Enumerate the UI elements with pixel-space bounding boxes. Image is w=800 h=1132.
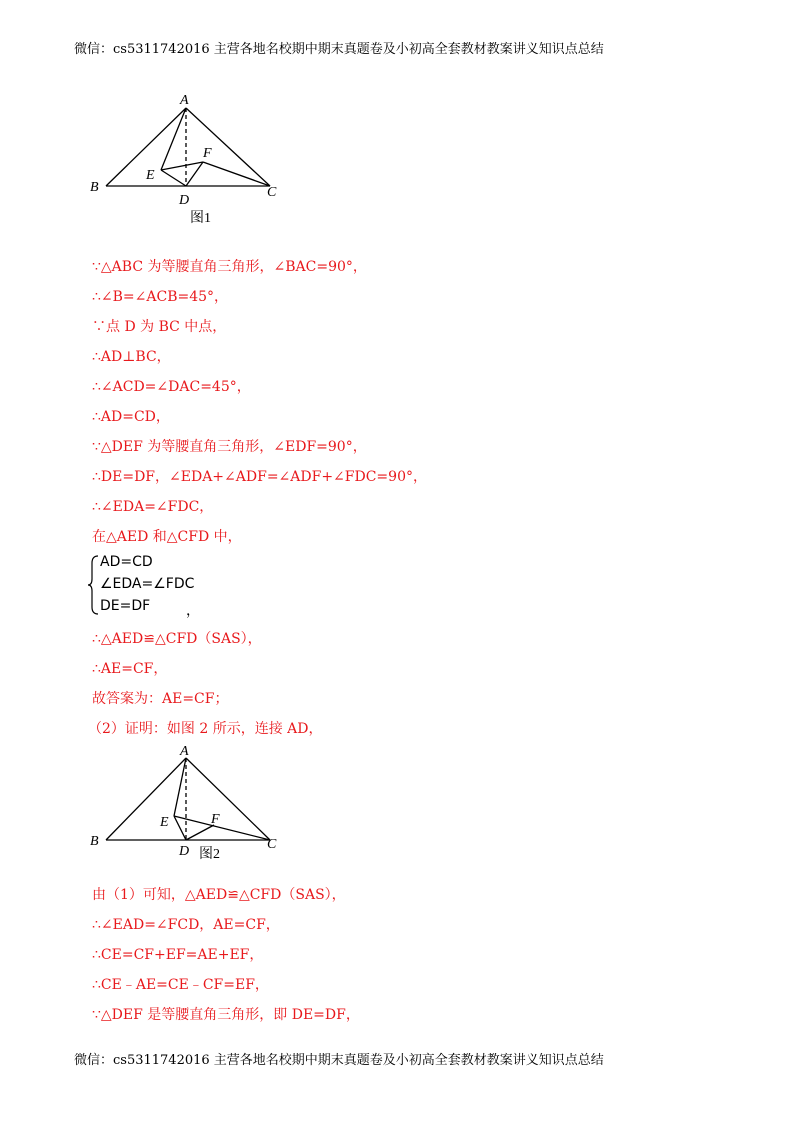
- fig1-label-b: B: [90, 180, 99, 195]
- fig2-label-c: C: [267, 837, 277, 852]
- page-header: 微信：cs5311742016 主营各地名校期中期末真题卷及小初高全套教材教案讲义知识点总结: [74, 42, 604, 57]
- fig2-label-f: F: [211, 812, 220, 827]
- page-footer: 微信：cs5311742016 主营各地名校期中期末真题卷及小初高全套教材教案讲义知识点总结: [74, 1053, 604, 1068]
- fig1-caption: 图1: [190, 211, 211, 226]
- proof-line-2: ∴∠B=∠ACB=45°，: [92, 289, 229, 305]
- proof-line-1: ∵△ABC 为等腰直角三角形，∠BAC=90°，: [92, 259, 367, 275]
- system-eq-3: DE=DF: [100, 598, 151, 614]
- proof-line-15: ∴CE=CF+EF=AE+EF，: [92, 947, 264, 963]
- fig2-label-d: D: [179, 844, 190, 859]
- fig2-caption: 图2: [199, 847, 220, 862]
- system-eq-1: AD=CD: [100, 554, 153, 570]
- proof-line-5: ∴∠ACD=∠DAC=45°，: [92, 379, 251, 395]
- fig1-label-c: C: [267, 185, 277, 200]
- proof-line-3: ∵点 D 为 BC 中点，: [92, 319, 227, 335]
- fig1-label-f: F: [203, 146, 212, 161]
- fig2-label-a: A: [180, 744, 189, 759]
- system-comma: ，: [186, 603, 200, 619]
- figure-1: [80, 90, 300, 230]
- proof-line-10: 在△AED 和△CFD 中，: [92, 529, 242, 545]
- proof-line-9: ∴∠EDA=∠FDC，: [92, 499, 214, 515]
- fig1-label-e: E: [146, 168, 155, 183]
- left-brace: [88, 555, 100, 615]
- proof-line-7: ∵△DEF 为等腰直角三角形，∠EDF=90°，: [92, 439, 367, 455]
- proof-line-11: ∴△AED≌△CFD（SAS），: [92, 631, 262, 647]
- proof-line-8: ∴DE=DF，∠EDA+∠ADF=∠ADF+∠FDC=90°，: [92, 469, 427, 485]
- part2-line: （2）证明：如图 2 所示，连接 AD，: [88, 721, 323, 737]
- proof-line-17: ∵△DEF 是等腰直角三角形，即 DE=DF，: [92, 1007, 360, 1023]
- fig1-label-a: A: [180, 93, 189, 108]
- system-eq-2: ∠EDA=∠FDC: [100, 576, 195, 592]
- fig2-label-b: B: [90, 834, 99, 849]
- proof-line-14: ∴∠EAD=∠FCD，AE=CF，: [92, 917, 280, 933]
- proof-line-12: ∴AE=CF，: [92, 661, 168, 677]
- proof-line-4: ∴AD⊥BC，: [92, 349, 171, 365]
- fig1-label-d: D: [179, 193, 190, 208]
- answer-line: 故答案为：AE=CF；: [92, 691, 229, 707]
- proof-line-6: ∴AD=CD，: [92, 409, 170, 425]
- figure-2: [80, 740, 300, 865]
- proof-line-16: ∴CE﹣AE=CE﹣CF=EF，: [92, 977, 269, 993]
- fig2-label-e: E: [160, 815, 169, 830]
- proof-line-13: 由（1）可知，△AED≌△CFD（SAS），: [92, 887, 346, 903]
